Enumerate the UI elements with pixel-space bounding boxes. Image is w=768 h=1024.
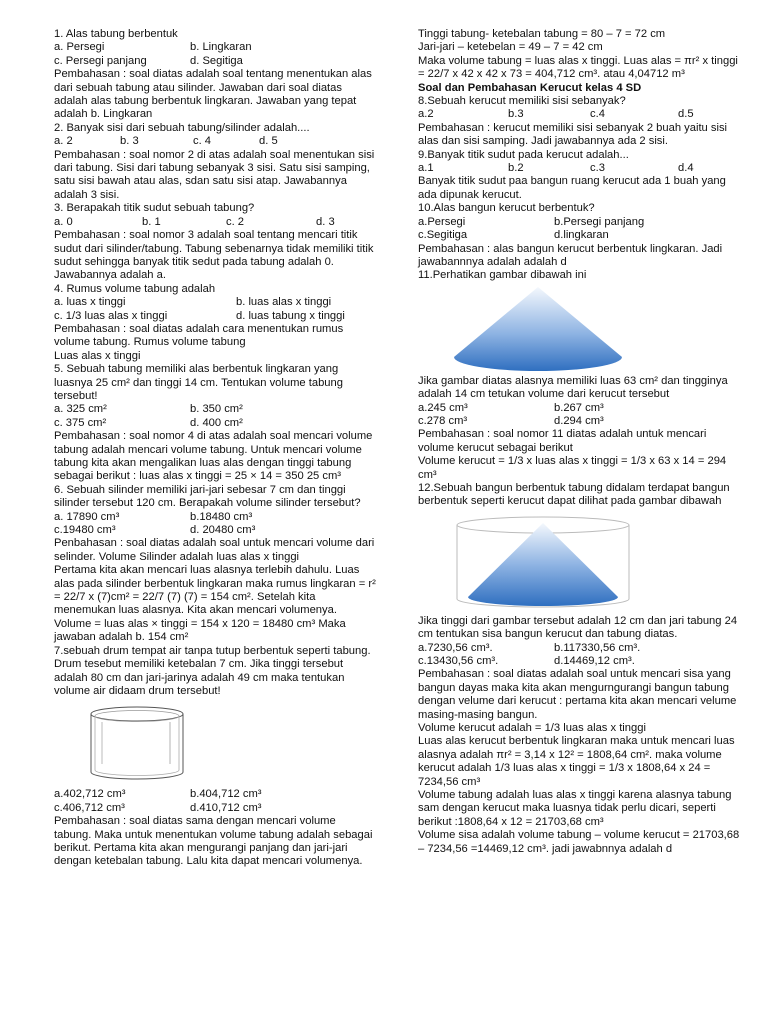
question-11-options [418, 402, 744, 429]
option-b: b.117330,56 cm³. [554, 641, 641, 654]
explanation-10: Pembahasan : alas bangun kerucut berbentuk lingkaran. Jadi jawabannnya adalah adalah d [418, 242, 723, 268]
option-a: a. 325 cm² [54, 403, 107, 416]
explanation-12-step-2: Luas alas kerucut berbentuk lingkaran maka untuk mencari luas alasnya adalah πr² = 3,14 x 12² = 1808,64 cm². maka volume kerucut adalah 1/3 luas alas x tinggi = 1/3 x 1808,64 x 24 = 7234,56 cm³ [418, 735, 735, 788]
option-c: c.Segitiga [418, 229, 468, 242]
option-a: a.245 cm³ [418, 401, 468, 414]
option-c: c.13430,56 cm³. [418, 655, 499, 667]
option-a: a.1 [418, 162, 434, 175]
option-b: b. Lingkaran [190, 41, 252, 54]
option-d: d.14469,12 cm³. [554, 655, 635, 667]
option-a: a. 2 [54, 135, 73, 148]
question-2: 2. Banyak sisi dari sebuah tabung/silinder adalah.... [54, 121, 310, 134]
question-5: 5. Sebuah tabung memiliki alas berbentuk lingkaran yang luasnya 25 cm² dan tinggi 14 cm. Tentukan volume tabung tersebut! [54, 363, 343, 402]
option-b: b.404,712 cm³ [190, 788, 262, 801]
explanation-12-step-3: Volume tabung adalah luas alas x tinggi karena alasnya tabung sam dengan kerucut maka luasnya tidak perlu dicari, seperti berikut :1808,64 x 12 = 21703,68 cm³ [418, 789, 732, 828]
question-1: 1. Alas tabung berbentuk [54, 28, 178, 40]
explanation-9: Banyak titik sudut paa bangun ruang kerucut ada 1 buah yang ada dipunak kerucut. [418, 175, 726, 201]
question-6: 6. Sebuah silinder memiliki jari-jari sebesar 7 cm dan tinggi silinder tersebut 120 cm. Berapakah volume silinder tersebut? [54, 483, 361, 510]
option-a: a. 0 [54, 215, 73, 228]
question-9: 9.Banyak titik sudut pada kerucut adalah... [418, 148, 629, 161]
explanation-6-detail: Pertama kita akan mencari luas alasnya terlebih dahulu. Luas alas pada silinder berbentuk lingkaran maka rumus lingkaran = r² = 22/7 x (7)cm² = 22/7 (7) (7) = 154 cm². Setelah kita menemukan luas alasnya. Kita akan mencari volumenya. Volume = luas alas × tinggi = 154 x 120 = 18480 cm³ Maka jawaban adalah b. 154 cm² [54, 564, 376, 644]
option-d: d.lingkaran [554, 229, 609, 242]
question-12: 12.Sebuah bangun berbentuk tabung didalam terdapat bangun berbentuk seperti kerucut dapat dilihat pada gambar dibawah [418, 481, 730, 508]
explanation-11-formula: Volume kerucut = 1/3 x luas alas x tinggi = 1/3 x 63 x 14 = 294 cm³ [418, 455, 727, 481]
option-b: b.267 cm³ [554, 401, 604, 414]
option-b: b.18480 cm³ [190, 510, 253, 523]
question-1-options [54, 41, 376, 68]
explanation-11: Pembahasan : soal nomor 11 diatas adalah untuk mencari volume kerucut sebagai berikut [418, 428, 707, 454]
option-d: d. 400 cm² [190, 416, 243, 429]
option-c: c.278 cm³ [418, 414, 468, 427]
option-b: b. luas alas x tinggi [236, 296, 332, 309]
question-12-text: Jika tinggi dari gambar tersebut adalah 12 cm dan jari tabung 24 cm tentukan sisa bangun kerucut dan tabung diatas. [418, 614, 738, 641]
option-a: a.Persegi [418, 215, 466, 228]
right-column [418, 28, 744, 856]
question-3: 3. Berapakah titik sudut sebuah tabung? [54, 202, 255, 215]
option-a: a. Persegi [54, 41, 105, 54]
question-2-options [54, 135, 376, 148]
explanation-2: Pembahasan : soal nomor 2 di atas adalah soal menentukan sisi dari tabung. Sisi dari tabung sebanyak 3 sisi. Satu sisi samping, satu sisi bawah atau alas, sdan satu sisi atap. Jawabannya adalah 3 sisi. [54, 148, 375, 201]
explanation-3: Pembahasan : soal nomor 3 adalah soal tentang mencari titik sudut dari silinder/tabung. Tabung sebenarnya tidak memiliki titik sudut sehingga banyak titik sedut pada tabung adalah 0. Jawabannya adalah a. [54, 229, 374, 282]
question-11-text: Jika gambar diatas alasnya memiliki luas 63 cm² dan tingginya adalah 14 cm tetukan volume dari kerucut tersebut [418, 374, 728, 401]
option-c: c. 2 [226, 215, 245, 228]
explanation-5: Pembahasan : soal nomor 4 di atas adalah soal mencari volume tabung adalah mencari volume tabung. Untuk mencari volume tabung kita akan mengalikan luas alas dengan tinggi tabung sebagai berikut : luas alas x tinggi = 25 × 14 = 350 25 cm³ [54, 430, 373, 483]
option-d: d. luas tabung x tinggi [236, 309, 345, 322]
option-c: c. 375 cm² [54, 416, 107, 429]
option-d: d. 3 [316, 215, 335, 228]
drum-cylinder-icon [82, 704, 192, 784]
option-b: b. 350 cm² [190, 403, 243, 416]
question-11: 11.Perhatikan gambar dibawah ini [418, 269, 587, 282]
option-b: b.3 [508, 108, 524, 121]
left-column [54, 28, 376, 869]
option-a: a.2 [418, 108, 434, 121]
question-4-options [54, 296, 376, 323]
question-10: 10.Alas bangun kerucut berbentuk? [418, 202, 595, 215]
option-d: d. 20480 cm³ [190, 524, 256, 537]
cone-icon [450, 285, 626, 373]
option-d: d.4 [678, 162, 694, 175]
option-d: d.5 [678, 108, 694, 121]
section-title: Soal dan Pembahasan Kerucut kelas 4 SD [418, 81, 642, 94]
answer-7-line-2: Jari-jari – ketebelan = 49 – 7 = 42 cm [418, 41, 603, 54]
option-b: b. 3 [120, 135, 139, 148]
question-3-options [54, 216, 376, 229]
option-c: c.406,712 cm³ [54, 801, 125, 814]
option-d: d.410,712 cm³ [190, 801, 262, 814]
option-c: c. Persegi panjang [54, 54, 147, 67]
explanation-8: Pembahasan : kerucut memiliki sisi sebanyak 2 buah yaitu sisi alas dan sisi samping. Jadi jawabannya ada 2 sisi. [418, 121, 728, 148]
question-8-options [418, 108, 744, 121]
option-c: c.3 [590, 162, 605, 175]
question-6-options [54, 511, 376, 538]
option-c: c. 1/3 luas alas x tinggi [54, 309, 168, 322]
question-4: 4. Rumus volume tabung adalah [54, 282, 216, 295]
option-d: d.294 cm³ [554, 414, 604, 427]
option-d: d. Segitiga [190, 54, 243, 67]
explanation-6: Penbahasan : soal diatas adalah soal untuk mencari volume dari selinder. Volume Silinder adalah luas alas x tinggi [54, 537, 375, 563]
explanation-12-step-4: Volume sisa adalah volume tabung – volume kerucut = 21703,68 – 7234,56 =14469,12 cm³. jadi jawabnnya adalah d [418, 829, 740, 855]
option-a: a.7230,56 cm³. [418, 641, 493, 654]
explanation-1: Pembahasan : soal diatas adalah soal tentang menentukan alas dari sebuah tabung atau silinder. Jawaban dari soal diatas adalah alas tabung berbentuk lingkaran. Jawaban yang tepat adalah b. Lingkaran [54, 68, 372, 121]
question-7: 7.sebuah drum tempat air tanpa tutup berbentuk seperti tabung. Drum tesebut memiliki ketebalan 7 cm. Jika tinggi tersebut adalah 80 cm dan jari-jarinya adalah 49 cm maka tentukan volume air didaam drum tersebut! [54, 644, 371, 697]
question-8: 8.Sebuah kerucut memiliki sisi sebanyak? [418, 95, 626, 108]
option-b: b.Persegi panjang [554, 215, 645, 228]
option-c: c.19480 cm³ [54, 524, 116, 537]
option-d: d. 5 [259, 135, 278, 148]
question-5-options [54, 403, 376, 430]
option-b: b. 1 [142, 215, 161, 228]
question-12-options [418, 642, 744, 669]
answer-7-line-3: Maka volume tabung = luas alas x tinggi. Luas alas = πr² x tinggi = 22/7 x 42 x 42 x 73 = 404,712 cm³. atau 4,04712 m³ [418, 54, 738, 81]
explanation-12-step-1: Volume kerucut adalah = 1/3 luas alas x tinggi [418, 722, 646, 735]
explanation-7: Pembahasan : soal diatas sama dengan mencari volume tabung. Maka untuk menentukan volume tabung adalah sebagai berikut. Pertama kita akan mengurangi panjang dan jari-jari dengan ketebalan tabung. Lalu kita dapat mencari volumenya. [54, 815, 373, 868]
question-7-options [54, 788, 376, 815]
question-9-options [418, 162, 744, 175]
explanation-12: Pembahasan : soal diatas adalah soal untuk mencari sisa yang bangun dayas maka kita akan mengurngurangi bangun tabung dengan velume dari kerucut : pertama kita akan mencari velume masing-masing bangun. [418, 668, 737, 721]
option-c: c.4 [590, 108, 605, 121]
option-a: a. luas x tinggi [54, 296, 126, 309]
option-b: b.2 [508, 162, 524, 175]
option-a: a. 17890 cm³ [54, 510, 120, 523]
explanation-4: Pembahasan : soal diatas adalah cara menentukan rumus volume tabung. Rumus volume tabung [54, 322, 344, 349]
cone-in-cylinder-icon [448, 513, 638, 613]
question-10-options [418, 216, 744, 243]
option-c: c. 4 [193, 135, 212, 148]
explanation-4-formula: Luas alas x tinggi [54, 349, 141, 362]
option-a: a.402,712 cm³ [54, 788, 126, 801]
answer-7-line-1: Tinggi tabung- ketebalan tabung = 80 – 7 = 72 cm [418, 28, 666, 40]
